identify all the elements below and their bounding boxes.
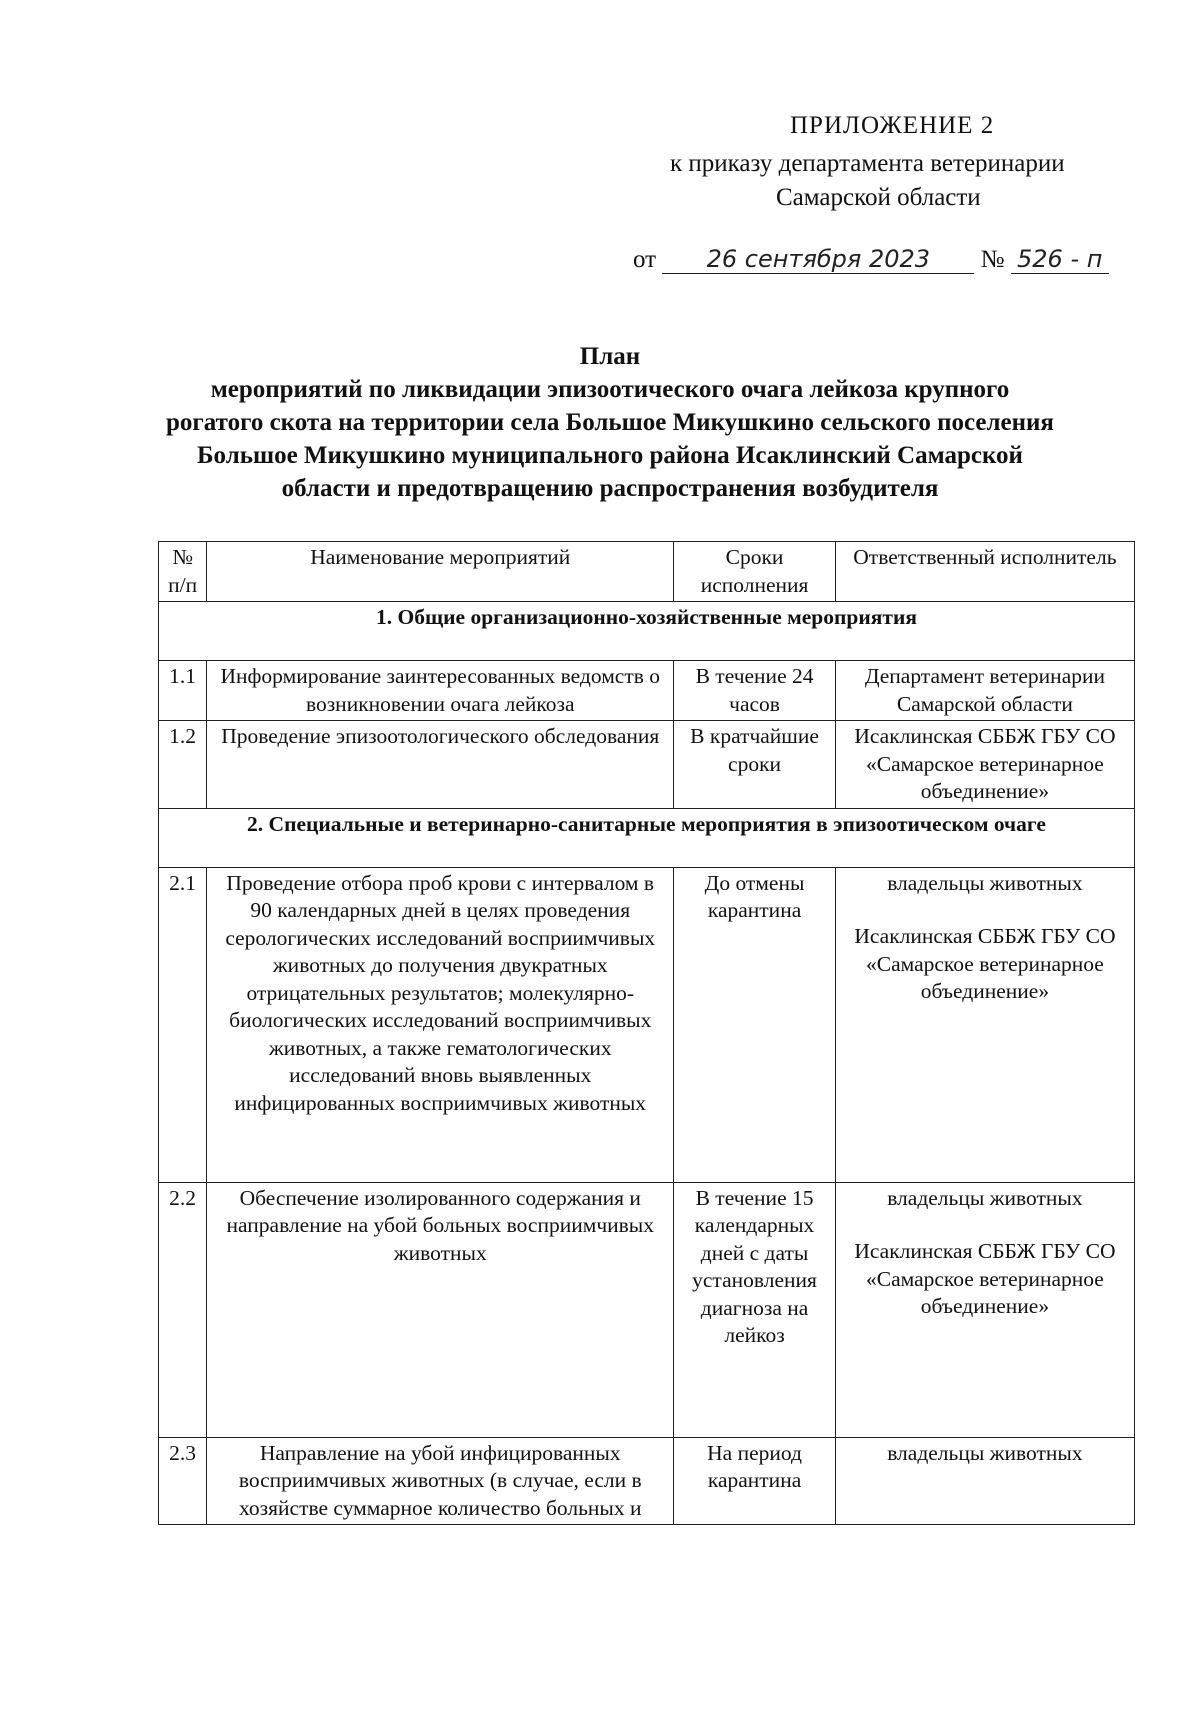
row-number: 1.2 [159, 721, 207, 809]
handwritten-number: 526 - п [1011, 245, 1109, 274]
row-term: На период карантина [674, 1437, 836, 1525]
date-prefix: от [633, 246, 657, 273]
row-number: 2.3 [159, 1437, 207, 1525]
row-number: 2.2 [159, 1182, 207, 1437]
row-responsible: Департамент ветеринарии Самарской области [835, 661, 1134, 721]
order-date-line [633, 245, 1109, 274]
row-responsible: Исаклинская СББЖ ГБУ СО «Самарское ветеринарное объединение» [835, 721, 1134, 809]
row-number: 2.1 [159, 867, 207, 1182]
document-title [160, 340, 1060, 505]
number-prefix: № [980, 246, 1005, 273]
row-name [207, 867, 674, 1182]
row-name: Направление на убой инфицированных восприимчивых животных (в случае, если в хозяйстве суммарное количество больных и [207, 1437, 674, 1525]
responsible-station: Исаклинская СББЖ ГБУ СО «Самарское ветеринарное объединение» [854, 924, 1116, 1003]
table-row [159, 867, 1135, 1182]
measures-table [158, 541, 1135, 1525]
row-term: До отмены карантина [674, 867, 836, 1182]
header-responsible: Ответственный исполнитель [835, 542, 1134, 602]
header-number: № п/п [159, 542, 207, 602]
row-name-text: Обеспечение изолированного содержания и направление на убой больных восприимчивых животных [226, 1185, 654, 1265]
region-line: Самарской области [776, 184, 981, 211]
table-row [159, 661, 1135, 721]
row-term: В течение 15 календарных дней с даты установления диагноза на лейкоз [674, 1182, 836, 1437]
table-row [159, 1182, 1135, 1437]
row-name: Информирование заинтересованных ведомств о возникновении очага лейкоза [207, 661, 674, 721]
row-responsible: владельцы животных [835, 1437, 1134, 1525]
table-header-row [159, 542, 1135, 602]
row-name [207, 1182, 674, 1437]
handwritten-date: 26 сентября 2023 [662, 245, 974, 274]
responsible-owner: владельцы животных [887, 1185, 1083, 1210]
plan-word: План [579, 343, 641, 370]
table-row [159, 721, 1135, 809]
order-reference: к приказу департамента ветеринарии [670, 150, 1065, 177]
header-name: Наименование мероприятий [207, 542, 674, 602]
section-row [159, 602, 1135, 661]
row-number: 1.1 [159, 661, 207, 721]
section-title-2: 2. Специальные и ветеринарно-санитарные мероприятия в эпизоотическом очаге [159, 808, 1135, 867]
row-responsible [835, 1182, 1134, 1437]
row-name: Проведение эпизоотологического обследования [207, 721, 674, 809]
responsible-station: Исаклинская СББЖ ГБУ СО «Самарское ветеринарное объединение» [854, 1239, 1116, 1318]
row-term: В течение 24 часов [674, 661, 836, 721]
row-name-text: Проведение отбора проб крови с интервалом в 90 календарных дней в целях проведения серологических исследований восприимчивых животных до получения двукратных отрицательных результатов; молекулярно-биологических исследований восприимчивых животных, а также гематологических исследований вновь выявленных инфицированных восприимчивых животных [225, 870, 656, 1115]
appendix-title: ПРИЛОЖЕНИЕ 2 [790, 112, 995, 139]
plan-subtitle: мероприятий по ликвидации эпизоотического очага лейкоза крупного рогатого скота на территории села Большое Микушкино сельского поселения Большое Микушкино муниципального района Исаклинский Самарской области и предотвращению распространения возбудителя [166, 376, 1054, 502]
responsible-owner: владельцы животных [887, 870, 1083, 895]
table-row [159, 1437, 1135, 1525]
section-title-1: 1. Общие организационно-хозяйственные мероприятия [159, 602, 1135, 661]
section-row [159, 808, 1135, 867]
row-responsible [835, 867, 1134, 1182]
header-term: Сроки исполнения [674, 542, 836, 602]
row-term: В кратчайшие сроки [674, 721, 836, 809]
